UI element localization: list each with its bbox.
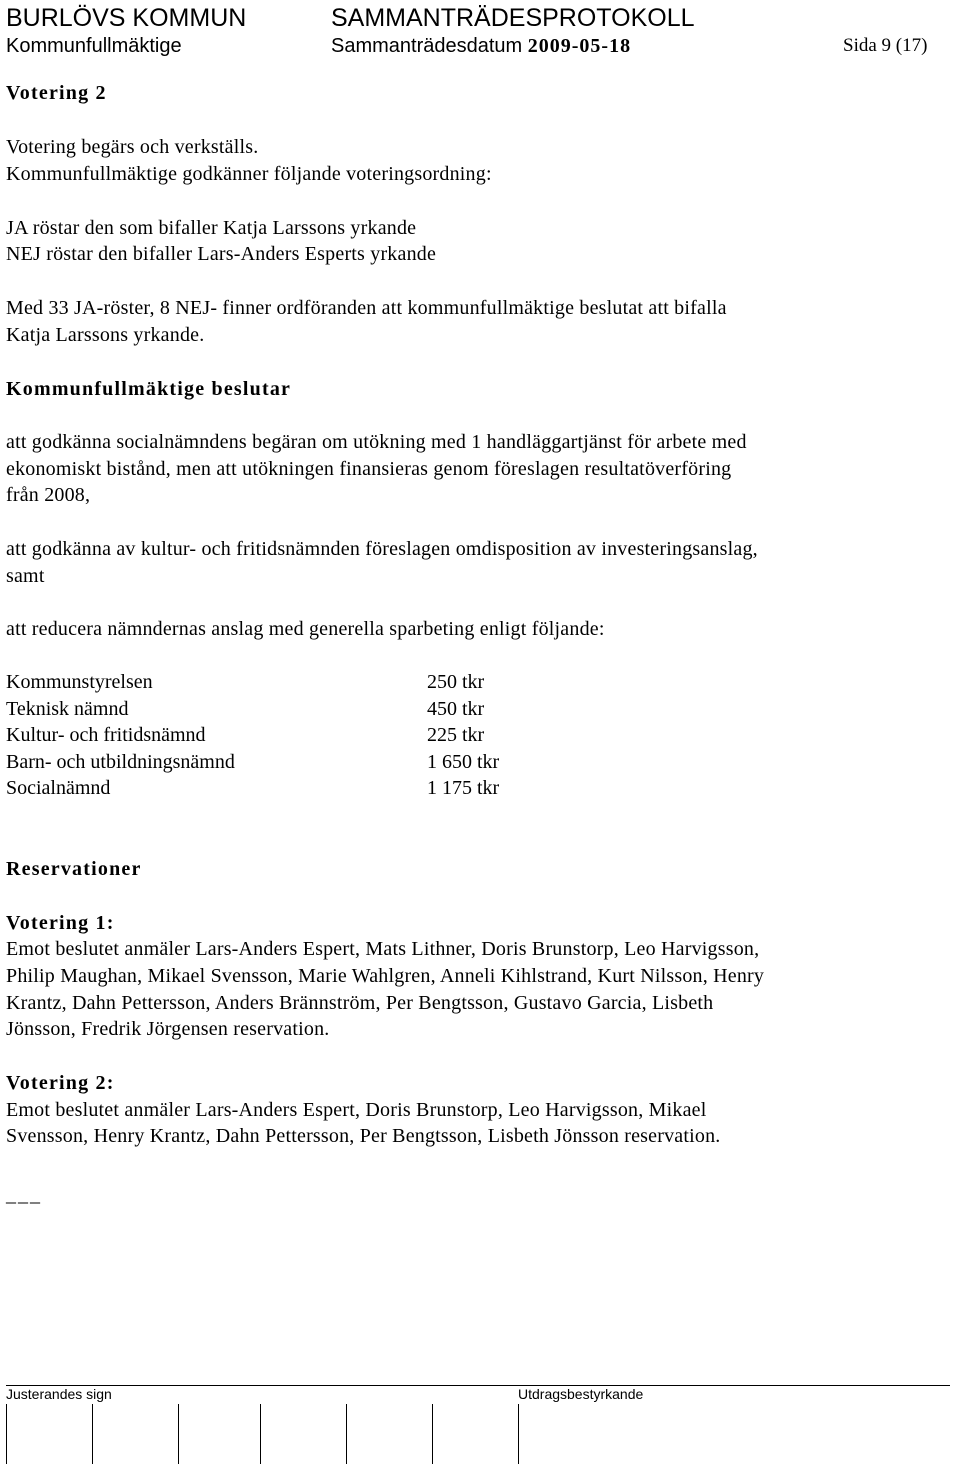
decision-item2-line-2: samt	[6, 565, 45, 587]
signature-box-divider	[260, 1404, 261, 1464]
reservation-voting1-line-4: Jönsson, Fredrik Jörgensen reservation.	[6, 1018, 330, 1040]
reservation-voting2-line-1: Emot beslutet anmäler Lars-Anders Espert, Doris Brunstorp, Leo Harvigsson, Mikael	[6, 1099, 707, 1121]
signature-box-divider	[6, 1404, 7, 1464]
committee-name: Teknisk nämnd	[6, 697, 129, 720]
cut-amount: 250 tkr	[427, 671, 485, 693]
reservation-voting1-heading: Votering 1:	[6, 912, 115, 934]
reservation-voting2-heading: Votering 2:	[6, 1072, 115, 1094]
signature-box-divider	[518, 1404, 519, 1464]
decision-item1-line-3: från 2008,	[6, 484, 91, 506]
protocol-title: SAMMANTRÄDESPROTOKOLL	[331, 4, 695, 32]
date-label: Sammanträdesdatum	[331, 35, 523, 57]
decision-item1-line-2: ekonomiskt bistånd, men att utökningen finansieras genom föreslagen resultatöverföring	[6, 458, 732, 480]
committee-name: Socialnämnd	[6, 777, 111, 799]
meeting-date	[331, 35, 631, 58]
voting-yes-rule: JA röstar den som bifaller Katja Larssons yrkande	[6, 217, 417, 239]
voting2-heading: Votering 2	[6, 82, 107, 104]
signature-box-divider	[92, 1404, 93, 1464]
end-mark: ___	[6, 1184, 42, 1206]
committee-name: Kommunstyrelsen	[6, 671, 153, 693]
reservation-voting2-line-2: Svensson, Henry Krantz, Dahn Pettersson, Per Bengtsson, Lisbeth Jönsson reservation.	[6, 1125, 721, 1147]
voting-result-line-1: Med 33 JA-röster, 8 NEJ- finner ordföranden att kommunfullmäktige beslutat att bifalla	[6, 297, 727, 319]
committee-name: Barn- och utbildningsnämnd	[6, 750, 235, 773]
committee-name: Kultur- och fritidsnämnd	[6, 724, 206, 746]
cut-amount: 1 175 tkr	[427, 777, 500, 799]
signature-box-divider	[346, 1404, 347, 1464]
voting-no-rule: NEJ röstar den bifaller Lars-Anders Esperts yrkande	[6, 243, 437, 265]
page-indicator: Sida 9 (17)	[843, 35, 928, 56]
body-name: Kommunfullmäktige	[6, 35, 182, 57]
cut-amount: 450 tkr	[427, 697, 485, 720]
reservation-voting1-line-2: Philip Maughan, Mikael Svensson, Marie Wahlgren, Anneli Kihlstrand, Kurt Nilsson, Henry	[6, 965, 765, 987]
decision-heading: Kommunfullmäktige beslutar	[6, 378, 292, 400]
reservation-voting1-line-3: Krantz, Dahn Pettersson, Anders Brännström, Per Bengtsson, Gustavo Garcia, Lisbeth	[6, 992, 714, 1014]
signature-label: Justerandes sign	[6, 1386, 112, 1402]
decision-item3: att reducera nämndernas anslag med generella sparbeting enligt följande:	[6, 618, 605, 640]
reservation-voting1-line-1: Emot beslutet anmäler Lars-Anders Espert, Mats Lithner, Doris Brunstorp, Leo Harvigsson,	[6, 938, 760, 960]
municipality-name: BURLÖVS KOMMUN	[6, 4, 247, 32]
date-value: 2009-05-18	[527, 35, 632, 57]
signature-box-divider	[178, 1404, 179, 1464]
decision-item1-line-1: att godkänna socialnämndens begäran om utökning med 1 handläggartjänst för arbete med	[6, 431, 747, 453]
decision-item2-line-1: att godkänna av kultur- och fritidsnämnden föreslagen omdisposition av investeringsanslag,	[6, 538, 758, 560]
signature-box-divider	[432, 1404, 433, 1464]
table-row	[6, 777, 606, 804]
extract-certification-label: Utdragsbestyrkande	[518, 1386, 644, 1402]
cut-amount: 225 tkr	[427, 724, 485, 746]
table-row	[6, 671, 606, 698]
voting2-line-2: Kommunfullmäktige godkänner följande voteringsordning:	[6, 163, 492, 185]
reservations-heading: Reservationer	[6, 858, 142, 880]
voting-result-line-2: Katja Larssons yrkande.	[6, 324, 205, 346]
budget-cuts-table	[6, 671, 606, 804]
table-row	[6, 724, 606, 751]
table-row	[6, 751, 606, 778]
cut-amount: 1 650 tkr	[427, 750, 500, 773]
voting2-line-1: Votering begärs och verkställs.	[6, 136, 259, 158]
table-row	[6, 698, 606, 725]
footer-rule	[6, 1385, 950, 1386]
